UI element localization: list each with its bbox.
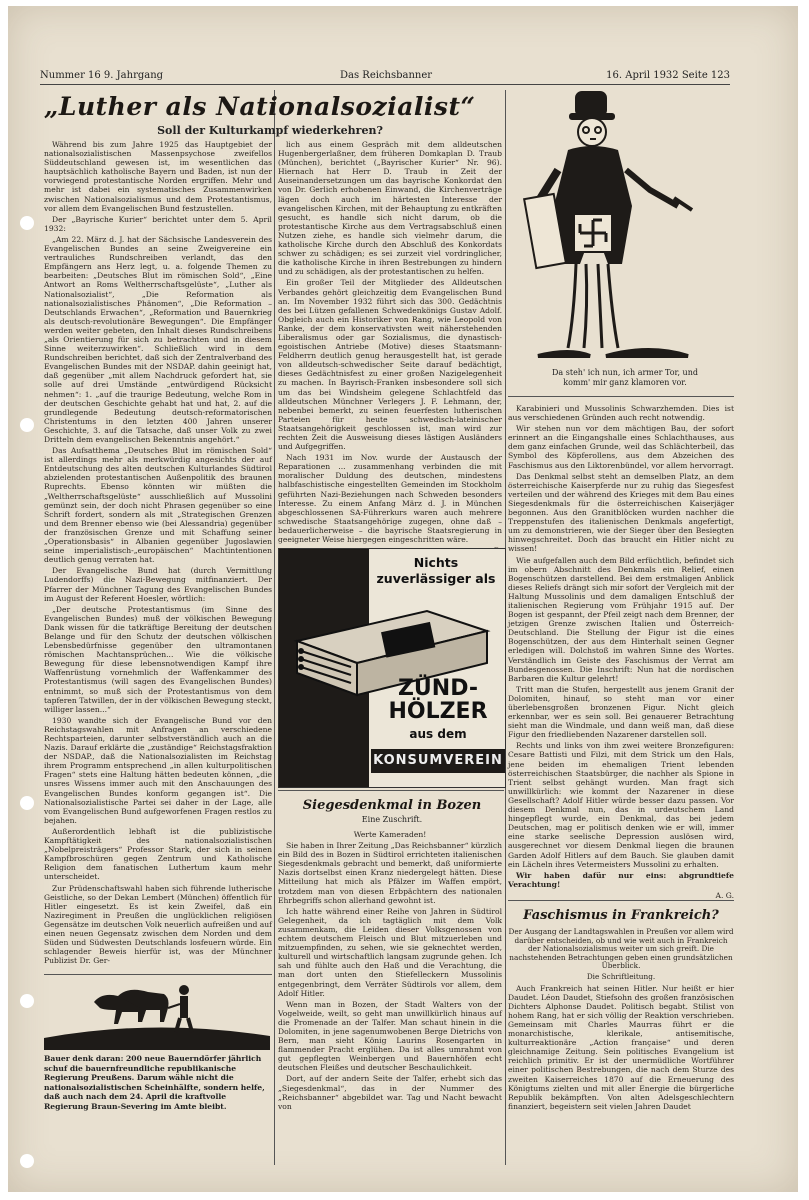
issue-number: Nummer 16 9. Jahrgang — [40, 70, 164, 81]
section-rule — [44, 974, 272, 975]
paragraph: 1930 wandte sich der Evangelische Bund vor den Reichstagswahlen mit Anfragen an verschiedene Rechtsparteien, darunter selbstverständlich auch an die Nazis. Darauf erklärte die „zuständige“ Reichstagsfraktion der NSDAP., daß die Nationalsozialisten im Reichstag ihrem Programm entsprechend „in allen kulturpolitischen Fragen“ stets eine Haltung hätten bedeuten können, „die unsres Wissens immer auch mit den Anschauungen des Evangelischen Bundes konform gegangen ist“. Die Nationalsozialistische Partei sei daher in der Lage, alle vom Evangelischen Bund aufgeworfenen Fragen restlos zu bejahen. — [44, 715, 272, 825]
paragraph: Karabinieri und Mussolinis Schwarzhemden. Dies ist aus verschiedenen Gründen auch recht notwendig. — [508, 404, 734, 423]
punch-hole — [20, 796, 34, 810]
article-column-1 — [44, 140, 272, 972]
paragraph: Ich hatte während einer Reihe von Jahren in Südtirol Gelegenheit, da ich tagtäglich mit dem Volk zusammenkam, die Leiden dieser Volksgenossen von echtem deutschem Fleisch und Blut mitzuerleben und mitzuempfinden, zu sehen, wie sie geknechtet werden, kulturell und wirtschaftlich langsam zugrunde gehen. Ich sah und fühlte auch den Haß und die Verachtung, die man dort unten den Stiefelleckern Mussolinis entgegenbringt, dem Verräter Südtirols vor allem, dem Adolf Hitler. — [278, 906, 502, 998]
advertisement — [278, 548, 506, 788]
article-column-5 — [278, 830, 502, 1166]
intro-paragraph: Der Ausgang der Landtagswahlen in Preußen vor allem wird darüber entscheiden, ob und wie weit auch in Frankreich der Nationalsozialismus weiter um sich greift. Die nachstehenden Betrachtungen geben einen grundsätzlichen Überblick. — [508, 927, 734, 971]
ad-brand-band: KONSUMVEREIN — [371, 749, 505, 773]
caricature-illustration — [510, 86, 732, 370]
paragraph: Der „Bayrische Kurier“ berichtet unter dem 5. April 1932: — [44, 214, 272, 233]
paragraph: Während bis zum Jahre 1925 das Hauptgebiet der nationalsozialistischen Massenpsychose zweifellos Süddeutschland gewesen ist, im wesentlichen das hauptsächlich katholische Bayern und Baden, ist nun der vorwiegend protestantische Norden ergriffen. Mehr und mehr ist dabei ein systematisches Zusammenwirken zwischen Nationalsozialismus und dem Protestantismus, vor allem dem Evangelischen Bund festzustellen. — [44, 140, 272, 213]
paragraph: Das Aufsatthema „Deutsches Blut im römischen Sold“ ist allerdings mehr als merkwürdig angesichts der auf Entdeutschung des alten deutschen Kulturlandes Südtirol abzielenden protestantischen Außenpolitik des braunen Ruprechts. Ebenso könnten wir müßten die „Weltherrschaftsgelüste“ ausschließlich auf Mussolini gemünzt sein, der doch nicht Phrasen gegenüber so eine Schrift fordert, sondern als mit „Strategischen Grenzen und dem Brenner ebenso wie (bei Alessandria) gegenüber der französischen Grenze und mit Schaffung seiner „Operationsbasis“ in Albanien gegenüber Jugoslawien seine imperialistisch-„europäischen“ Machtintentionen deutlich genug verraten hat. — [44, 446, 272, 565]
ad-product-line-2: HÖLZER — [388, 699, 488, 724]
editor-credit: Die Schriftleitung. — [586, 971, 656, 981]
punch-hole — [20, 418, 34, 432]
ad-connector: aus dem — [409, 727, 467, 741]
paragraph: Rechts und links von ihm zwei weitere Bronzefiguren: Cesare Battisti und Filzi, mit dem Strick um den Hals, jene beiden im ehemaligen Trient lebenden österreichischen Staatsbürger, die nachher als Spione in Trient selbst gehängt wurden. Man fragt sich unwillkürlich: wie kommt der Nazarener in diese Gesellschaft? Adolf Hitler würde besser dazu passen. Vor diesem Denkmal nun, das in urdeutschem Land hingepflegt wurde, ein Denkmal, das bei jedem Deutschen, mag er politisch denken wie er will, immer eine starke seelische Depression auslösen wird, ausgerechnet vor diesem Denkmal liegen die braunen Garden Adolf Hitlers auf dem Bauch. Sie glauben damit ein Lächeln ihres Vetermeisters Mussolini zu erhalten. — [508, 741, 734, 869]
paragraph: Auch Frankreich hat seinen Hitler. Nur heißt er hier Daudet. Léon Daudet, Stiefsohn des großen französischen Dichters Alphonse Daudet. Politisch begabt. Stilist von hohem Rang, hat er sich völlig der Reaktion verschrieben. Gemeinsam mit Charles Maurras führt er die monarchistische, klerikale, antisemitische, kulturreaktionäre „Action française“ und deren gleichnamige Zeitung. Sein politisches Evangelium ist reichlich primitiv. Er ist der unermüdliche Wortführer einer politischen Bestrebungen, die nach dem Sturze des zweiten Kaiserreiches 1870 auf die Erneuerung des Königtums zielten und mit aller Energie die bürgerliche Republik bekämpften. Von alten Adelsgeschlechtern finanziert, begeistern seit vielen Jahren Daudet — [508, 983, 734, 1111]
ad-product-line-1: ZÜND- — [397, 676, 479, 701]
article-title: Faschismus in Frankreich? — [523, 908, 719, 923]
election-appeal: Bauer denk daran: 200 neue Bauerndörfer jährlich schuf die bauernfreundliche republikanische Regierung Preußens. Darum wähle nicht die nationalsozialistischen Scheinhälfte, sondern helfe, daß auch nach dem 24. April die kraftvolle Regierung Braun-Severing im Amte bleibt. — [44, 1054, 265, 1111]
paper-name: Das Reichsbanner — [340, 70, 433, 81]
article-subtitle: Eine Zuschrift. — [361, 815, 423, 824]
page-date: 16. April 1932 Seite 123 — [606, 70, 730, 81]
salutation: Werte Kameraden! — [353, 830, 427, 839]
punch-hole — [20, 1154, 34, 1168]
paragraph: Außerordentlich lebhaft ist die publizistische Kampftätigkeit des nationalsozialistischen „Nobelpreisträgers“ Professor Stark, der sich in seinen Kampfbroschüren gegen Zentrum und Katholische Religion dem fanatischen Luthertum kaum mehr unterscheidet. — [44, 826, 272, 882]
section-rule — [278, 790, 504, 791]
cartoon-caption: Da steh' ich nun, ich armer Tor, und komm' mir ganz klamoren vor. — [552, 368, 698, 387]
article-title: „Luther als Nationalsozialist“ — [44, 92, 476, 121]
paragraph: Sie haben in Ihrer Zeitung „Das Reichsbanner“ kürzlich ein Bild des in Bozen in Südtirol errichteten italienischen Siegesdenkmals gebracht und bemerkt, daß uniformierte Nazis dortselbst einen Kranz niedergelegt hätten. Diese Mitteilung hat mich als Pfälzer im Waffen empört, trotzdem man von diesen Erbpächtern des nationalen Ehrbegriffs schon allerhand gewohnt ist. — [278, 841, 502, 905]
paragraph: lich aus einem Gespräch mit dem alldeutschen Hugenbergerlaßner, dem früheren Domkaplan D. Traub (München), berichtet („Bayrischer Kurier“ Nr. 96). Hiernach hat Herr D. Traub in Zeit der Auseinandersetzungen um das bayrische Konkordat den von Dr. Gerlich erhobenen Einwand, die Kirchenverträge lägen doch auch im härtesten Interesse der evangelischen Kirchen, mit der Behauptung zu entkräften gesucht, es handle sich nicht darum, ob die protestantische Kirche aus dem Vertragsabschluß einen Nutzen ziehe, es handle sich vielmehr darum, die katholische Kirche durch den Abschluß des Konkordats schwer zu schädigen; es sei zurzeit viel vordringlicher, die katholische Kirche in ihren Bestrebungen zu hindern und zu schädigen, als der protestantischen zu helfen. — [278, 140, 502, 277]
article-column-3 — [508, 404, 734, 900]
section-rule — [508, 396, 734, 397]
paragraph: Dort, auf der andern Seite der Talfer, erhebt sich das „Siegesdenkmal“, das in der Nummer des „Reichsbanner“ abgebildet war. Tag und Nacht bewacht von — [278, 1074, 502, 1111]
shoes — [538, 350, 688, 356]
paragraph: Der Evangelische Bund hat (durch Vermittlung Ludendorffs) die Nazi-Bewegung mitfinanziert. Der Pfarrer der Münchner Tagung des Evangelischen Bundes im August der Referent Hoesler, wörtlich: — [44, 566, 272, 603]
section-rule — [508, 900, 734, 901]
paragraph: Wenn man in Bozen, der Stadt Walters von der Vogelweide, weilt, so geht man unwillkürlich hinaus auf die Promenade an der Talfer. Man schaut hinein in die Dolomiten, in jene sagenumwobenen Berge Dietrichs von Bern, man sieht König Laurins Rosengarten in flammender Pracht erglühen. Da ist alles umrahmt von gut gepflegten Weinbergen und Bauernhöfen echt deutschen Fleißes und deutscher Beschaulichkeit. — [278, 999, 502, 1073]
plowing-farmer-illustration — [44, 978, 270, 1050]
signature: A. G. — [715, 890, 734, 900]
article-title: Siegesdenkmal in Bozen — [302, 798, 482, 813]
paragraph: Ein großer Teil der Mitglieder des Alldeutschen Verbandes gehört gleichzeitig dem Evangelischen Bund an. Im November 1932 führt sich das 300. Gedächtnis des bei Lützen gefallenen Schwedenkönigs Gustav Adolf. Obgleich auch ein Historiker von Rang, wie Leopold von Ranke, der dem konservativsten weit näherstehenden Liberalismus oder gar Sozialismus, die dynastisch-egoistischen Antriebe (Motive) dieses Staatsmann-Feldherrn deutlich genug herausgestellt hat, ist gerade von alldeutsch-schwedischer Seite darauf bedächtigt, dieses Gedächtnisfest zu einer großen Nazigelegenheit zu machen. In Bayrisch-Franken insbesondere soll sich um das bei Windsheim gelegene Schlachtfeld das alldeutschen Münchner Verlegers J. F. Lehmann, der, nebenbei bemerkt, zu seinen feuerfesten lutherischen Parteien für heute schwedisch-lateinischer Staatsangehörigkeit geschlossen ist, man wird zur rechten Zeit die Ausweisung dieses lästigen Ausländers und Aufgegriffen. — [278, 278, 502, 452]
punch-hole — [20, 994, 34, 1008]
paragraph: Wir stehen nun vor dem mächtigen Bau, der sofort erinnert an die Eingangshalle eines Schlachthauses, aus dem ganz einfachen Grunde, weil das Schlächterbeil, das Symbol des Köpferollens, aus dem Abzeichen des Faschismus aus den Liktorenbündel, vor allem hervorragt. — [508, 424, 734, 470]
paragraph: „Am 22. März d. J. hat der Sächsische Landesverein des Evangelischen Bundes an seine Zweigvereine ein vertrauliches Rundschreiben verlandt, das den Empfängern ans Herz legt, u. a. folgende Themen zu bearbeiten: „Deutsches Blut im römischen Sold“, „Eine Antwort an Roms Weltherrschaftsgelüste“, „Luther als Nationalsozialist“, „Die Reformation als nationalsozialistisches Phänomen“, „Die Reformation – Deutschlands Erwachen“, „Reformation und Bauernkrieg als deutsch-revolutionäre Bewegungen“. Die Empfänger werden weiter gebeten, den Inhalt dieses Rundschreibens „als Orientierung für sich zu betrachten und in diesem Sinne weiterzuwirken“. Schließlich wird in dem Rundschreiben berichtet, daß sich der Zentralverband des Evangelischen Bundes mit der NSDAP. dahin geeinigt hat, daß gegenüber „mit allem Nachdruck gefordert hat, sie solle auf drei Umstände „entwürdigend Rücksicht nehmen“: 1. „auf die traurige Bedeutung, welche Rom in der deutschen Geschichte gehabt hat und hat, 2. auf die grundlegende Bedeutung deutsch-reformatorischen Christentums in den letzten 400 Jahren unserer Geschichte, 3. auf die Tatsache, daß unser Volk zu zwei Dritteln dem evangelischen Bekenntnis angehört.“ — [44, 234, 272, 444]
punch-hole — [20, 216, 34, 230]
paragraph: Wir haben dafür nur eins: abgrundtiefe Verachtung! — [508, 870, 734, 889]
ad-product-name — [371, 677, 505, 723]
bowler-hat — [576, 92, 606, 116]
paragraph: Zur Prüdenschaftswahl haben sich führende lutherische Geistliche, so der Dekan Lembert (München) öffentlich für Hitler eingesetzt. Es ist kein Zweifel, daß ein Naziregiment in Preußen die unglücklichen religiösen Gegensätze im deutschen Volk neuerlich aufreißen und auf einen neuen Gegensatz zwischen dem Norden und dem Süden und Südwesten Deutschlands losfeuern würde. Ein schlagender Beweis hierfür ist, was der Münchner Publizist Dr. Ger- — [44, 883, 272, 966]
article-column-2 — [278, 140, 502, 545]
paragraph: Das Denkmal selbst steht an demselben Platz, an dem österreichische Kaiserpferde nur zu ruhig das Siegesfest verteilen und der während des Krieges mit dem Bau eines Siegesdenkmals für die österreichischen Kaiserjäger begonnen. Aus den Granitblöcken wurden nachher die Treppenstufen des italienischen Denkmals angefertigt, um zu demonstrieren, wie der Sieger über den Besiegten hinwegschreitet. Doch das braucht ein Hitler nicht zu wissen! — [508, 471, 734, 554]
article-subtitle: Soll der Kulturkampf wiederkehren? — [157, 124, 383, 137]
article-column-4 — [508, 928, 734, 1168]
paragraph: Tritt man die Stufen, hergestellt aus jenem Granit der Dolomiten, hinauf, so steht man vor einer überlebensgroßen bronzenen Figur. Nicht gleich erkennbar, wer es sein soll. Bei genauerer Betrachtung sieht man die Windmale, und dann weiß man, daß diese Figur den friedliebenden Nazarener darstellen soll. — [508, 684, 734, 740]
page-header — [40, 68, 730, 85]
paragraph: Wie aufgefallen auch dem Bild erfüchtlich, befindet sich im obern Abschnitt des Denkmals ein Relief, einen Bogenschützen darstellend. Bei dem erstmaligen Anblick dieses Reliefs drängt sich mir sofort der Vergleich mit der Haltung Mussolinis und dem damaligen Entschluß der italienischen Regierung vom Frühjahr 1915 auf. Der Bogen ist gespannt, der Pfeil zeigt nach dem Brenner, der jetzigen Grenze zwischen Italien und Österreich-Deutschland. Die Stellung der Figur ist die eines Bogenschützen, der aus dem Hinterhalt seinen Gegner erledigen will. Dolchstoß im wahren Sinne des Wortes. Verständlich im Geiste des Faschismus der Verrat am Bundesgenossen. Die Inschrift: Nun hat die nordischen Barbaren die Kultur gelehrt! — [508, 555, 734, 683]
column-rule — [274, 90, 275, 1165]
ad-headline: Nichts zuverlässiger als — [376, 555, 496, 586]
paragraph: „Der deutsche Protestantismus (im Sinne des Evangelischen Bundes) muß der völkischen Bewegung Dank wissen für die tatkräftige Bereitung der deutschen Belange und für den Schutz der deutschen völkischen Lebensbedürfnisse gegenüber den ultramontanen römischen Machtansprüchen... Wie die völkische Bewegung für diese lebensnotwendigen Kampf ihre Waffenrüstung vornehmlich der Waffenkammer des Protestantismus (will sagen des Evangelischen Bundes) entnimmt, so muß sich der Protestantismus von dem tapferen Tatwillen, der in der völkischen Bewegung steckt, williger lassen...“ — [44, 604, 272, 714]
paragraph: Nach 1931 im Nov. wurde der Austausch der Reparationen ... zusammenhang verbinden die mit moralischer Duldung des deutschen, mindestens halbfaschistische eingestellten Gemeinden im Stockholm geführten Nazi-Beziehungen nach Schweden besonders Interesse. Zu einem Anfang März d. J. in München abgeschlossenen SA-Führerkurs waren auch mehrere schwedische Staatsangehörige zugegen, ohne daß – bedauerlicherweise – die bayrische Staatsregierung in geeigneter Weise hiergegen eingeschritten wäre. — [278, 453, 502, 545]
